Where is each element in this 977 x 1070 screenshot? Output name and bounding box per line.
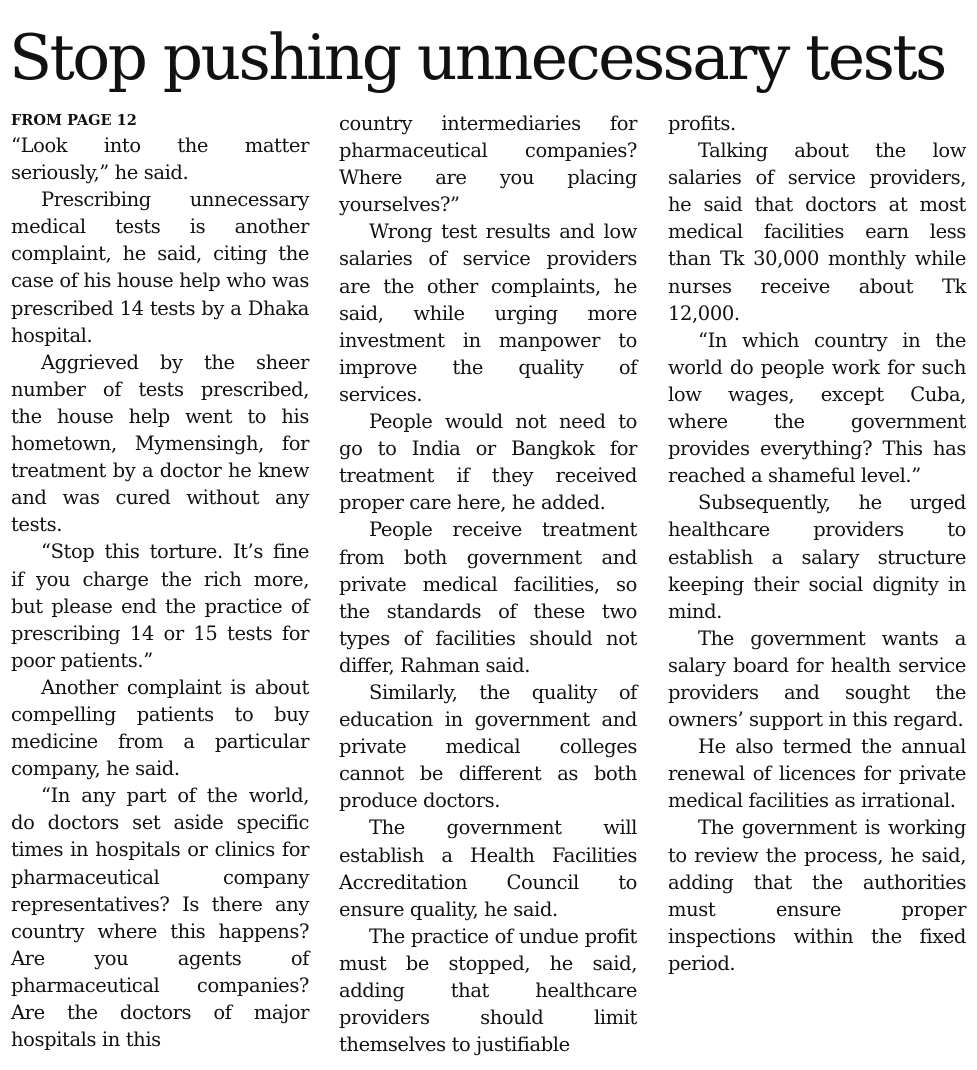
- paragraph: “In which country in the world do people work for such low wages, except Cuba, where the government provides everything? This has reached a shameful level.”: [668, 328, 966, 488]
- paragraph: He also termed the annual renewal of licences for private medical facilities as irrational.: [668, 735, 966, 813]
- paragraph: Similarly, the quality of education in government and private medical colleges cannot be different as both produce doctors.: [339, 680, 637, 813]
- paragraph: People receive treatment from both government and private medical facilities, so the standards of these two types of facilities should not differ, Rahman said.: [339, 518, 637, 677]
- paragraph: The practice of undue profit must be stopped, he said, adding that healthcare providers should limit themselves to justifiable: [339, 924, 637, 1057]
- paragraph: Another complaint is about compelling patients to buy medicine from a particular company, he said.: [11, 675, 309, 781]
- continuation-kicker: FROM PAGE 12: [11, 112, 137, 129]
- paragraph: Talking about the low salaries of service providers, he said that doctors at most medical facilities earn less than Tk 30,000 monthly while nurses receive about Tk 12,000.: [668, 139, 966, 325]
- paragraph: Prescribing unnecessary medical tests is another complaint, he said, citing the case of his house help who was prescribed 14 tests by a Dhaka hospital.: [11, 188, 309, 347]
- paragraph: The government is working to review the process, he said, adding that the authorities must ensure proper inspections within the fixed period.: [668, 816, 966, 975]
- paragraph: Wrong test results and low salaries of service providers are the other complaints, he said, while urging more investment in manpower to improve the quality of services.: [339, 220, 637, 406]
- paragraph: The government will establish a Health Facilities Accreditation Council to ensure quality, he said.: [339, 816, 637, 921]
- article-column-2: [339, 110, 637, 1058]
- article-column-1: [11, 110, 309, 1053]
- paragraph: country intermediaries for pharmaceutical companies? Where are you placing yourselves?”: [339, 112, 637, 217]
- paragraph: The government wants a salary board for health service providers and sought the owners’ support in this regard.: [668, 626, 966, 732]
- article-column-3: [668, 110, 966, 977]
- paragraph: “Look into the matter seriously,” he said.: [11, 134, 309, 185]
- paragraph: profits.: [668, 112, 736, 135]
- headline: Stop pushing unnecessary tests: [9, 21, 945, 94]
- paragraph: Subsequently, he urged healthcare providers to establish a salary structure keeping their social dignity in mind.: [668, 491, 966, 623]
- paragraph: “Stop this torture. It’s fine if you charge the rich more, but please end the practice of prescribing 14 or 15 tests for poor patients.”: [11, 540, 309, 672]
- paragraph: People would not need to go to India or Bangkok for treatment if they received proper care here, he added.: [339, 410, 637, 515]
- paragraph: Aggrieved by the sheer number of tests prescribed, the house help went to his hometown, Mymensingh, for treatment by a doctor he knew and was cured without any tests.: [11, 350, 309, 537]
- paragraph: “In any part of the world, do doctors set aside specific times in hospitals or clinics for pharmaceutical company representatives? Is there any country where this happens? Are you agents of pharmaceutical companies? Are the doctors of major hospitals in this: [11, 784, 309, 1052]
